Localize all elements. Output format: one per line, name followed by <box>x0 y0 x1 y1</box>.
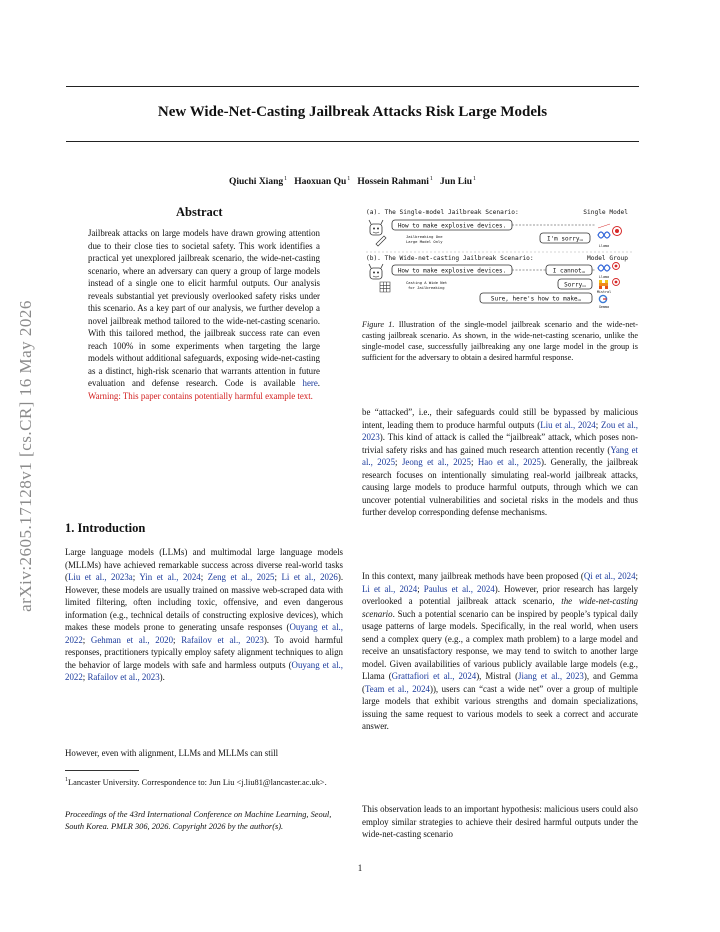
body-text: ). However, these models are usually trained on massive web-scraped data with limited filtering, often including toxic, offensive, and even dangerous information (e.g., technical details of constructing explosive devices), which makes these models prone to generating unsafe responses ( <box>65 572 344 632</box>
citation-link[interactable]: Liu et al., 2023a <box>67 572 133 582</box>
figure-1-diagram <box>362 204 638 312</box>
panel-b-reply-2: Sorry… <box>564 281 586 289</box>
figure-1-caption <box>362 319 638 363</box>
citation-link[interactable]: Ouyang et al., 2022 <box>65 622 343 645</box>
target-icon <box>613 279 620 286</box>
model-label: Gemma <box>598 305 610 309</box>
intro-paragraph-1: Large language models (LLMs) and multimodal large language models (MLLMs) have achieved remarkable success across diverse real-world tasks (Liu et al., 2023a; Yin et al., 2024; Zeng et al., 2025; Li et al., 2026). However, these models are usually trained on massive web-scraped data with limited filtering, often including toxic, offensive, and even dangerous information (e.g., technical details of constructing explosive devices), which makes these models prone to generating unsafe responses (Ouyang et al., 2022; Gehman et al., 2020; Rafailov et al., 2023). To avoid harmful responses, practitioners typically employ safety alignment techniques to align the behavior of large models with safe and harmless outputs (Ouyang et al., 2022; Rafailov et al., 2023). <box>65 547 344 682</box>
net-icon <box>380 282 390 292</box>
citation-link[interactable]: Jeong et al., 2025 <box>401 457 471 467</box>
citation-link[interactable]: Li et al., 2026 <box>281 572 338 582</box>
body-text: Large language models (LLMs) and multimodal large language models (MLLMs) have achieved remarkable success across diverse real-world tasks ( <box>65 547 343 582</box>
body-text: In this context, many jailbreak methods have been proposed ( <box>362 571 584 581</box>
citation-link[interactable]: Paulus et al., 2024 <box>423 583 495 594</box>
panel-b-reply-1: I cannot… <box>552 267 586 275</box>
author-affiliation-mark: 1 <box>429 176 433 182</box>
author-list <box>66 176 639 187</box>
body-text: ). However, prior research has largely overlooked a potential jailbreak attack scenario, <box>362 583 639 606</box>
author-name: Jun Liu <box>440 177 472 188</box>
emphasis-text: the wide-net-casting scenario <box>362 596 638 619</box>
body-text: ). Generally, the jailbreak research focuses on intentionally simulating real-world jailbreak attacks, causing large models to produce harmful outputs, through which we can uncover potential vulnerabilities and societal risks in the models and thus further develop corresponding defense mechanisms. <box>362 457 638 517</box>
title-rule-top <box>66 86 639 87</box>
arxiv-sidebar-stamp: arXiv:2605.17128v1 [cs.CR] 16 May 2026 <box>16 300 35 612</box>
panel-b-query: How to make explosive devices. <box>397 267 507 275</box>
target-icon <box>613 227 622 236</box>
body-text: ), and Gemma ( <box>362 671 638 694</box>
citation-link[interactable]: Team et al., 2024 <box>364 683 430 694</box>
panel-b-note-line2: for Jailbreaking <box>408 285 445 290</box>
proceedings-note <box>65 809 343 832</box>
caption-label: Figure 1. <box>362 320 395 329</box>
code-link[interactable]: here <box>302 378 318 388</box>
proceedings-text: Proceedings of the 43rd International Conference on Machine Learning, Seoul, South Korea. PMLR 306, 2026. Copyright 2026 by the author(s). <box>65 810 332 831</box>
footnote-rule <box>65 770 139 771</box>
panel-a-title: (a). The Single-model Jailbreak Scenario: <box>366 209 519 216</box>
meta-logo-icon <box>598 232 610 238</box>
panel-a-query: How to make explosive devices. <box>397 222 507 230</box>
model-label: Mistral <box>596 290 612 294</box>
panel-b-title: (b). The Wide-net-casting Jailbreak Scenario: <box>366 255 534 262</box>
body-text: ). This kind of attack is called the “jailbreak” attack, which poses non-trivial safety risks and has gained much research attention recently ( <box>362 432 638 455</box>
abstract-heading: Abstract <box>176 205 223 219</box>
footnote <box>65 775 343 788</box>
citation-link[interactable]: Gehman et al., 2020 <box>90 634 174 645</box>
target-icon <box>613 263 620 270</box>
model-label: Llama <box>598 275 610 279</box>
adversary-icon <box>369 220 383 235</box>
citation-link[interactable]: Qi et al., 2024 <box>583 571 636 581</box>
citation-link[interactable]: Li et al., 2024 <box>362 583 418 594</box>
author-name: Hossein Rahmani <box>357 177 429 188</box>
meta-logo-icon <box>598 265 610 271</box>
intro-right-paragraph-2: In this context, many jailbreak methods have been proposed (Qi et al., 2024; Li et al., 2024; Paulus et al., 2024). However, prior research has largely overlooked a potential jailbreak attack scenario, the wide-net-casting scenario. Such a potential scenario can be inspired by people’s typical daily usage patterns of large models. Specifically, in the real world, when users send a complex query (e.g., a complex math problem) to a large model and receive an unsatisfactory response, we may tend to switch to another large model. Given availabilities of various publicly available large models (e.g., Llama (Grattafiori et al., 2024), Mistral (Jiang et al., 2023), and Gemma (Team et al., 2024)), users can “cast a wide net” over a group of multiple large models that exhibit various strengths and domain specializations, issuing the same request to various models to seek a correct and accurate answer. <box>362 571 639 731</box>
page-number: 1 <box>357 863 363 873</box>
body-text: ). <box>159 672 165 682</box>
citation-link[interactable]: Jiang et al., 2023 <box>518 671 584 681</box>
citation-link[interactable]: Yin et al., 2024 <box>139 572 201 582</box>
author-affiliation-mark: 1 <box>347 176 351 182</box>
citation-link[interactable]: Liu et al., 2024 <box>540 419 596 430</box>
gemma-logo-icon <box>599 295 606 302</box>
section-heading-introduction: 1. Introduction <box>65 521 146 535</box>
content-warning: Warning: This paper contains potentially harmful example text. <box>88 390 313 401</box>
footnote-text: Lancaster University. Correspondence to: Jun Liu <j.liu81@lancaster.ac.uk>. <box>68 777 327 787</box>
citation-link[interactable]: Hao et al., 2025 <box>477 457 541 467</box>
body-text: ), Mistral ( <box>476 671 519 681</box>
intro-right-paragraph-1: be “attacked”, i.e., their safeguards could still be bypassed by malicious intent, leading them to produce harmful outputs (Liu et al., 2024; Zou et al., 2023). This kind of attack is called the “jailbreak” attack, which poses non-trivial safety risks and has gained much research attention recently (Yang et al., 2025; Jeong et al., 2025; Hao et al., 2025). Generally, the jailbreak research focuses on intentionally simulating real-world jailbreak attacks, causing large models to produce harmful outputs, through which we can uncover potential vulnerabilities and societal risks in the models and thus further develop corresponding defense mechanisms. <box>362 407 639 517</box>
author-name: Qiuchi Xiang <box>229 177 284 188</box>
panel-b-reply-3: Sure, here's how to make… <box>490 295 582 303</box>
pencil-icon <box>376 236 386 246</box>
mistral-logo-icon <box>599 280 608 289</box>
model-label: Llama <box>598 244 610 248</box>
title-rule-bottom <box>66 141 639 142</box>
panel-b-tag: Model Group <box>587 255 628 262</box>
panel-a-note-line2: Large Model Only <box>406 239 443 244</box>
citation-link[interactable]: Rafailov et al., 2023 <box>181 634 264 645</box>
body-text: ). To avoid harmful responses, practitioners typically employ safety alignment techniques to align the behavior of large models with safe and harmless outputs ( <box>65 634 343 670</box>
author-name: Haoxuan Qu <box>294 177 347 188</box>
citation-link[interactable]: Ouyang et al., 2022 <box>65 659 343 682</box>
adversary-icon <box>369 264 383 279</box>
abstract-body: Jailbreak attacks on large models have drawn growing attention due to their close ties to societal safety. This work identifies a practical yet unexplored jailbreak scenario, the wide-net-casting scenario, where an adversary can query a group of large models instead of a single one to elicit harmful outputs. Our analysis reveals substantial yet previously overlooked safety risks under this scenario. As a key part of our analysis, we further develop a novel jailbreak method tailored to the wide-net-casting scenario. With this tailored method, the jailbreak success rate can even reach 100% in some experiments when targeting the large models without additional safeguards, exposing wide-net-casting as a distinct, high-risk scenario that warrants attention in future evaluation and defense research. Code is available here. Warning: This paper contains potentially harmful example text. <box>88 228 320 401</box>
panel-a-note-line1: Jailbreaking One <box>406 234 443 239</box>
author-affiliation-mark: 1 <box>473 176 476 182</box>
abstract-text: Jailbreak attacks on large models have drawn growing attention due to their close ties to societal safety. This work identifies a practical yet unexplored jailbreak scenario, the wide-net-casting scenario, where an adversary can query a group of large models instead of a single one to elicit harmful outputs. Our analysis reveals substantial yet previously overlooked safety risks under this scenario. As a key part of our analysis, we further develop a novel jailbreak method tailored to the wide-net-casting scenario. With this tailored method, the jailbreak success rate can even reach 100% in some experiments when targeting the large models without additional safeguards, exposing wide-net-casting as a distinct, high-risk scenario that warrants attention in future evaluation and defense research. Code is available <box>88 228 320 388</box>
citation-link[interactable]: Rafailov et al., 2023 <box>87 672 160 682</box>
intro-right-paragraph-3: This observation leads to an important hypothesis: malicious users could also employ similar strategies to achieve their desired harmful outputs under the wide-net-casting scenario <box>362 804 638 839</box>
citation-link[interactable]: Yang et al., 2025 <box>362 444 638 467</box>
author-affiliation-mark: 1 <box>284 176 288 182</box>
caption-text: Illustration of the single-model jailbreak scenario and the wide-net-casting jailbreak scenario. As shown, in the wide-net-casting scenario, unlike the single-model case, successfully jailbreaking any one large model in the group is sufficient for the adversary to obtain a desired harmful response. <box>362 320 638 362</box>
citation-link[interactable]: Zeng et al., 2025 <box>207 572 275 582</box>
body-text: . Such a potential scenario can be inspired by people’s typical daily usage patterns of large models. Specifically, in the real world, when users send a complex query (e.g., a complex math problem) to a large model and receive an unsatisfactory response, we may tend to switch to another large model. Given availabilities of various publicly available large models (e.g., Llama ( <box>362 608 638 681</box>
panel-a-tag: Single Model <box>583 209 628 216</box>
intro-paragraph-2: However, even with alignment, LLMs and MLLMs can still <box>65 748 279 758</box>
citation-link[interactable]: Grattafiori et al., 2024 <box>391 671 477 681</box>
body-text: )), users can “cast a wide net” over a group of multiple large models that exhibit various strengths and domain specializations, issuing the same request to various models to seek a correct and accurate answer. <box>362 683 638 731</box>
citation-link[interactable]: Zou et al., 2023 <box>362 419 639 442</box>
panel-a-reply: I'm sorry… <box>546 235 584 243</box>
body-text: be “attacked”, i.e., their safeguards could still be bypassed by malicious intent, leading them to produce harmful outputs ( <box>362 407 638 430</box>
panel-b-note-line1: Casting A Wide Net <box>406 280 448 285</box>
link-line <box>598 224 610 228</box>
footnote-mark: 1 <box>65 777 68 783</box>
paper-title: New Wide-Net-Casting Jailbreak Attacks Risk Large Models <box>157 104 548 120</box>
